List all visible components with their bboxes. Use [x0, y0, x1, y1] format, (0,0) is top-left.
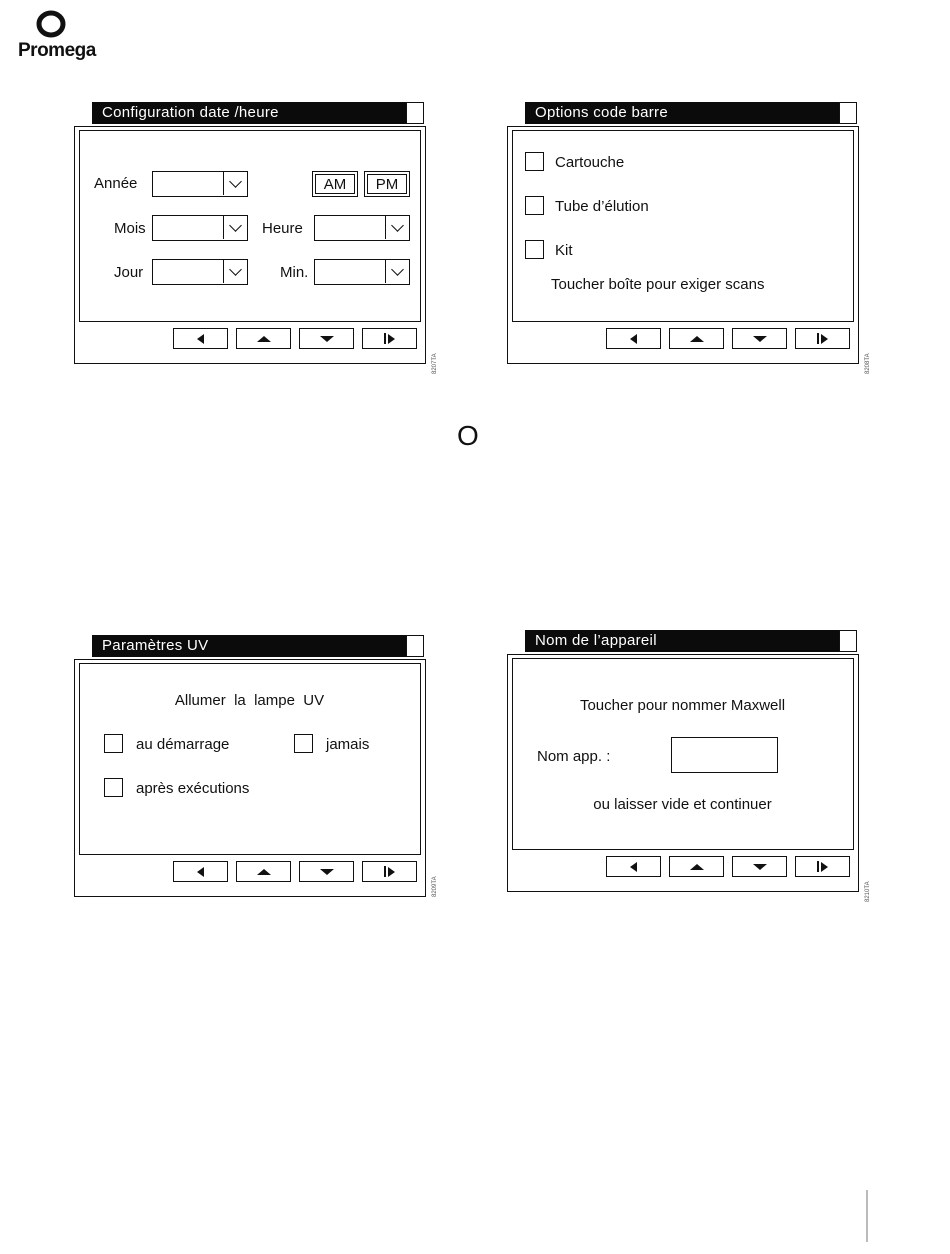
up-arrow-icon [257, 336, 271, 342]
screen-content [512, 130, 854, 322]
nav-left-button[interactable] [606, 328, 661, 349]
chevron-down-icon[interactable] [223, 172, 247, 195]
am-button[interactable]: AM [312, 171, 358, 197]
screen-title: Options code barre [525, 102, 839, 124]
logo-text: Promega [18, 40, 96, 61]
next-arrow-icon [384, 333, 395, 344]
up-arrow-icon [257, 869, 271, 875]
option-after-runs: après exécutions [136, 780, 250, 797]
checkbox-at-startup[interactable] [104, 734, 123, 753]
screen-barcode [507, 102, 871, 374]
screen-title: Nom de l’appareil [525, 630, 839, 652]
hour-label: Heure [262, 220, 303, 237]
nav-down-button[interactable] [299, 861, 354, 882]
nav-down-button[interactable] [732, 328, 787, 349]
checkbox-never[interactable] [294, 734, 313, 753]
screen-uv [74, 635, 438, 897]
nav-left-button[interactable] [173, 861, 228, 882]
down-arrow-icon [320, 869, 334, 875]
left-arrow-icon [197, 334, 204, 344]
left-arrow-icon [630, 862, 637, 872]
device-prompt: Toucher pour nommer Maxwell [579, 697, 786, 714]
nav-next-button[interactable] [362, 861, 417, 882]
nav-up-button[interactable] [669, 856, 724, 877]
next-arrow-icon [817, 333, 828, 344]
year-label: Année [94, 175, 138, 192]
nav-left-button[interactable] [606, 856, 661, 877]
option-cartridge: Cartouche [555, 154, 625, 171]
figure-code: 8209TA [432, 876, 438, 897]
up-arrow-icon [690, 336, 704, 342]
screen-title: Paramètres UV [92, 635, 406, 657]
chevron-down-icon[interactable] [223, 260, 247, 283]
screen-frame [507, 126, 859, 364]
pm-button[interactable]: PM [364, 171, 410, 197]
option-never: jamais [326, 736, 370, 753]
checkbox-kit[interactable] [525, 240, 544, 259]
hint-text: Toucher boîte pour exiger scans [551, 276, 765, 293]
nav-up-button[interactable] [236, 328, 291, 349]
option-kit: Kit [555, 242, 573, 259]
device-footer: ou laisser vide et continuer [593, 796, 772, 813]
close-box[interactable] [839, 102, 857, 124]
screen-frame [507, 654, 859, 892]
figure-code: 8210TA [865, 881, 871, 902]
nav-down-button[interactable] [299, 328, 354, 349]
down-arrow-icon [320, 336, 334, 342]
close-box[interactable] [839, 630, 857, 652]
checkbox-cartridge[interactable] [525, 152, 544, 171]
down-arrow-icon [753, 864, 767, 870]
min-label: Min. [280, 264, 309, 281]
chevron-down-icon[interactable] [385, 260, 409, 283]
page-margin-bar [866, 1190, 868, 1242]
separator-text: O [457, 420, 479, 451]
nav-next-button[interactable] [795, 856, 850, 877]
year-dropdown[interactable] [152, 171, 248, 197]
nav-left-button[interactable] [173, 328, 228, 349]
option-at-startup: au démarrage [136, 736, 230, 753]
min-dropdown[interactable] [314, 259, 410, 285]
device-name-input[interactable] [671, 737, 778, 773]
chevron-down-icon[interactable] [223, 216, 247, 239]
next-arrow-icon [384, 866, 395, 877]
screen-content [512, 658, 854, 850]
month-dropdown[interactable] [152, 215, 248, 241]
screen-device-name [507, 630, 871, 902]
figure-code: 8208TA [865, 353, 871, 374]
screen-frame [74, 126, 426, 364]
hour-dropdown[interactable] [314, 215, 410, 241]
uv-heading: Allumer la lampe UV [174, 692, 325, 709]
screen-date-time [74, 102, 438, 374]
down-arrow-icon [753, 336, 767, 342]
day-dropdown[interactable] [152, 259, 248, 285]
nav-down-button[interactable] [732, 856, 787, 877]
chevron-down-icon[interactable] [385, 216, 409, 239]
day-label: Jour [114, 264, 144, 281]
promega-logo [18, 6, 118, 66]
nav-up-button[interactable] [236, 861, 291, 882]
left-arrow-icon [197, 867, 204, 877]
screen-title: Configuration date /heure [92, 102, 406, 124]
promega-logo-icon [36, 10, 66, 38]
close-box[interactable] [406, 635, 424, 657]
up-arrow-icon [690, 864, 704, 870]
figure-code: 8207TA [432, 353, 438, 374]
option-elution-tube: Tube d’élution [555, 198, 649, 215]
next-arrow-icon [817, 861, 828, 872]
screen-frame [74, 659, 426, 897]
left-arrow-icon [630, 334, 637, 344]
checkbox-after-runs[interactable] [104, 778, 123, 797]
close-box[interactable] [406, 102, 424, 124]
nav-next-button[interactable] [795, 328, 850, 349]
nav-next-button[interactable] [362, 328, 417, 349]
device-name-label: Nom app. : [537, 748, 611, 765]
screen-content [79, 130, 421, 322]
checkbox-elution-tube[interactable] [525, 196, 544, 215]
screen-content [79, 663, 421, 855]
month-label: Mois [114, 220, 146, 237]
nav-up-button[interactable] [669, 328, 724, 349]
